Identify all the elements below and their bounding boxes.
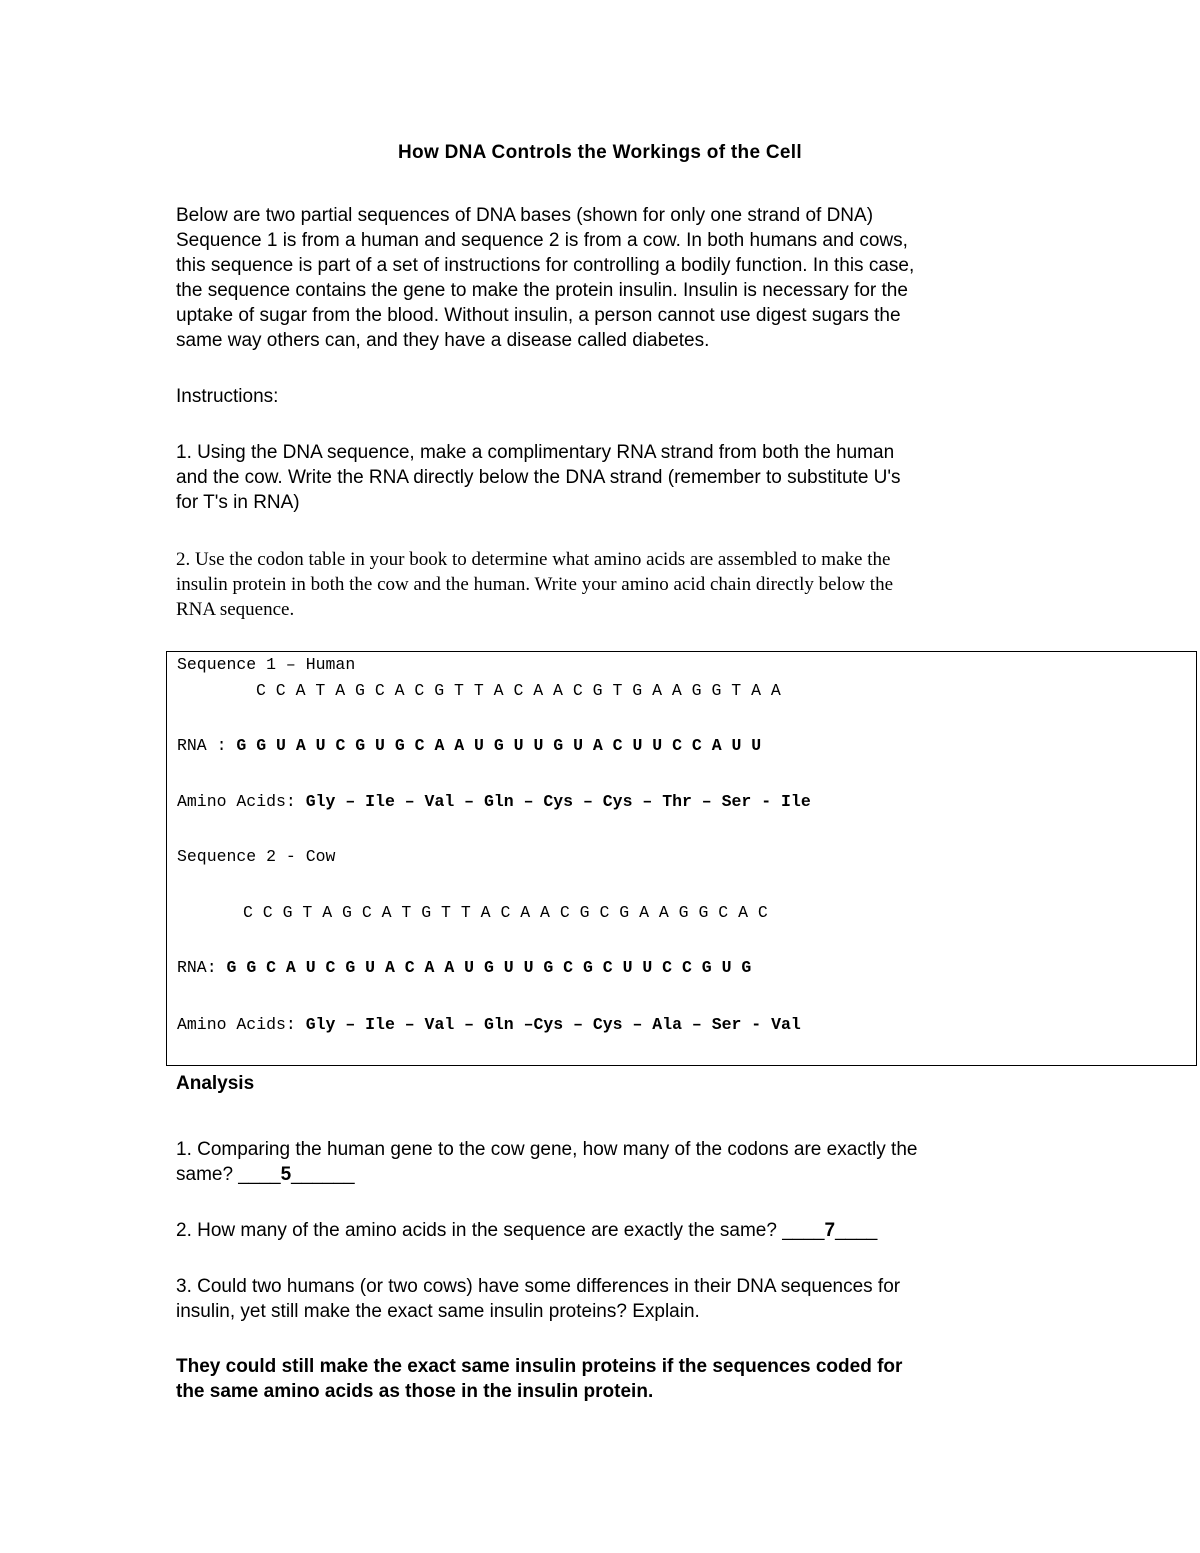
- q2-suffix: ____: [835, 1220, 878, 1241]
- instruction-2-line: 2. Use the codon table in your book to determine what amino acids are assembled to make the: [176, 549, 891, 570]
- q1-answer: 5: [280, 1164, 292, 1185]
- instruction-1-line: for T's in RNA): [176, 492, 300, 513]
- q2-prefix: 2. How many of the amino acids in the sequence are exactly the same? ____: [176, 1220, 825, 1241]
- q3-line: insulin, yet still make the exact same insulin proteins? Explain.: [176, 1301, 700, 1322]
- intro-line: Sequence 1 is from a human and sequence 2 is from a cow. In both humans and cows,: [176, 230, 908, 251]
- page-title: How DNA Controls the Workings of the Cell: [398, 142, 802, 163]
- analysis-question-2: [176, 1218, 1036, 1243]
- seq1-aa-row: [177, 791, 811, 813]
- seq1-rna-label: RNA :: [177, 736, 237, 755]
- instruction-1-line: and the cow. Write the RNA directly below the DNA strand (remember to substitute U's: [176, 467, 901, 488]
- intro-paragraph: [176, 203, 1036, 353]
- analysis-heading: Analysis: [176, 1073, 255, 1094]
- instruction-1-line: 1. Using the DNA sequence, make a complimentary RNA strand from both the human: [176, 442, 895, 463]
- seq2-aa-row: [177, 1014, 801, 1036]
- seq2-dna: C C G T A G C A T G T T A C A A C G C G A A G G C A C: [243, 903, 768, 922]
- analysis-answer-3: [176, 1354, 1076, 1404]
- instruction-2: [176, 547, 1076, 622]
- seq2-amino-acids: Gly – Ile – Val – Gln –Cys – Cys – Ala – Ser - Val: [305, 1015, 801, 1034]
- seq1-amino-acids: Gly – Ile – Val – Gln – Cys – Cys – Thr – Ser - Ile: [305, 792, 811, 811]
- q1-suffix: ______: [291, 1164, 355, 1185]
- seq1-rna-row: [177, 735, 761, 757]
- answer-3-line: the same amino acids as those in the insulin protein.: [176, 1381, 654, 1402]
- seq1-label: Sequence 1 – Human: [177, 655, 356, 674]
- instructions-heading: Instructions:: [176, 386, 279, 407]
- intro-line: the sequence contains the gene to make the protein insulin. Insulin is necessary for the: [176, 280, 908, 301]
- q2-answer: 7: [824, 1220, 836, 1241]
- seq1-aa-label: Amino Acids:: [177, 792, 306, 811]
- analysis-question-1: [176, 1137, 1056, 1187]
- intro-line: this sequence is part of a set of instructions for controlling a bodily function. In this case,: [176, 255, 915, 276]
- seq1-dna: C C A T A G C A C G T T A C A A C G T G A A G G T A A: [256, 681, 781, 700]
- seq2-label: Sequence 2 - Cow: [177, 847, 336, 866]
- seq2-rna-label: RNA:: [177, 958, 227, 977]
- analysis-question-3: [176, 1274, 1056, 1324]
- instruction-2-line: RNA sequence.: [176, 599, 295, 620]
- sequence-box: [166, 651, 1197, 1066]
- intro-line: same way others can, and they have a disease called diabetes.: [176, 330, 710, 351]
- seq2-rna: G G C A U C G U A C A A U G U U G C G C U U C C G U G: [226, 958, 752, 977]
- intro-line: uptake of sugar from the blood. Without insulin, a person cannot use digest sugars the: [176, 305, 901, 326]
- seq2-rna-row: [177, 957, 751, 979]
- seq1-rna: G G U A U C G U G C A A U G U U G U A C U U C C A U U: [236, 736, 762, 755]
- seq2-aa-label: Amino Acids:: [177, 1015, 306, 1034]
- q3-line: 3. Could two humans (or two cows) have some differences in their DNA sequences for: [176, 1276, 901, 1297]
- intro-line: Below are two partial sequences of DNA bases (shown for only one strand of DNA): [176, 205, 874, 226]
- q1-prefix: same? ____: [176, 1164, 281, 1185]
- answer-3-line: They could still make the exact same insulin proteins if the sequences coded for: [176, 1356, 903, 1377]
- instruction-1: [176, 440, 1036, 515]
- instruction-2-line: insulin protein in both the cow and the human. Write your amino acid chain directly below the: [176, 574, 894, 595]
- q1-answer-line: [176, 1162, 1056, 1187]
- q1-line: 1. Comparing the human gene to the cow gene, how many of the codons are exactly the: [176, 1139, 918, 1160]
